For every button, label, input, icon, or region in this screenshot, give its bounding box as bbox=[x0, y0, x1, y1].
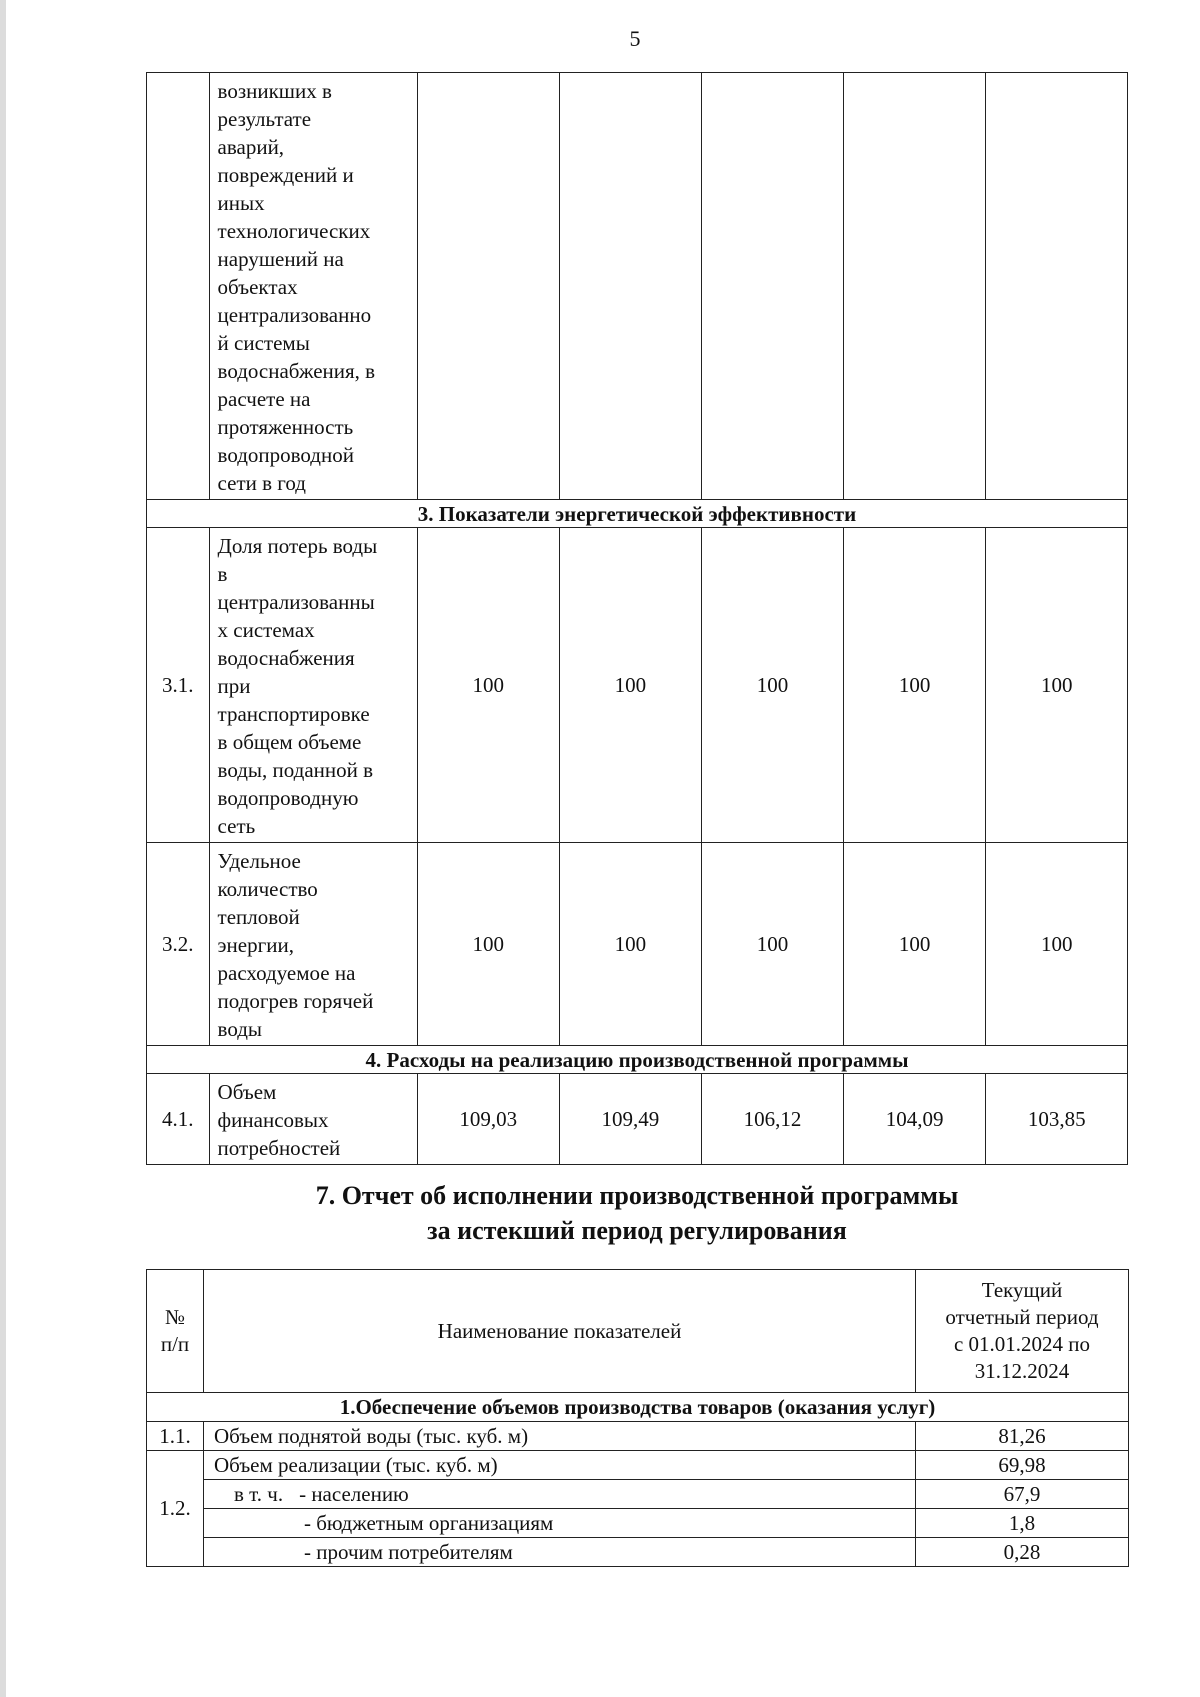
title-line-1: 7. Отчет об исполнении производственной программы bbox=[315, 1181, 959, 1210]
indicator-name: - прочим потребителям bbox=[204, 1538, 916, 1567]
name-line: объектах bbox=[217, 275, 298, 299]
value-cell: 100 bbox=[702, 843, 844, 1046]
table-row bbox=[147, 843, 1128, 1046]
section-heading-3: 3. Показатели энергетической эффективности bbox=[147, 500, 1128, 528]
value-cell bbox=[559, 73, 702, 500]
scan-edge bbox=[0, 0, 6, 1697]
name-line: й системы bbox=[217, 331, 310, 355]
including-prefix: в т. ч. bbox=[234, 1481, 284, 1506]
period-line: Текущий bbox=[981, 1278, 1063, 1302]
name-line: возникших в bbox=[217, 79, 332, 103]
name-line: протяженность bbox=[217, 415, 354, 439]
name-line: сеть bbox=[217, 814, 256, 838]
value-cell: 100 bbox=[986, 528, 1128, 843]
header-number bbox=[147, 1270, 204, 1393]
report-table bbox=[146, 1269, 1129, 1567]
row-number: 1.1. bbox=[147, 1422, 204, 1451]
value-cell: 1,8 bbox=[916, 1509, 1129, 1538]
table-row bbox=[147, 1422, 1129, 1451]
indicator-name bbox=[204, 1480, 916, 1509]
value-cell: 103,85 bbox=[986, 1074, 1128, 1165]
name-line: потребностей bbox=[217, 1136, 341, 1160]
row-number: 4.1. bbox=[147, 1074, 210, 1165]
name-line: водоснабжения, в bbox=[217, 359, 376, 383]
table-row bbox=[147, 1074, 1128, 1165]
section-row bbox=[147, 500, 1128, 528]
value-cell: 106,12 bbox=[702, 1074, 844, 1165]
name-line: количество bbox=[217, 877, 318, 901]
period-line: отчетный период bbox=[945, 1305, 1099, 1329]
indicator-name: Объем реализации (тыс. куб. м) bbox=[204, 1451, 916, 1480]
header-number-line-1: № bbox=[164, 1305, 186, 1329]
name-line: в bbox=[217, 562, 228, 586]
name-line: воды bbox=[217, 1017, 263, 1041]
header-row bbox=[147, 1270, 1129, 1393]
value-cell: 109,03 bbox=[418, 1074, 560, 1165]
name-line: иных bbox=[217, 191, 265, 215]
name-line: результате bbox=[217, 107, 312, 131]
table-row-continuation bbox=[147, 73, 1128, 500]
header-name: Наименование показателей bbox=[204, 1270, 916, 1393]
period-line: с 01.01.2024 по bbox=[953, 1332, 1091, 1356]
table-row bbox=[147, 1480, 1129, 1509]
value-cell: 100 bbox=[843, 528, 986, 843]
value-cell: 69,98 bbox=[916, 1451, 1129, 1480]
table-row bbox=[147, 528, 1128, 843]
value-cell bbox=[702, 73, 844, 500]
name-line: транспортировке bbox=[217, 702, 370, 726]
value-cell: 100 bbox=[702, 528, 844, 843]
section-row bbox=[147, 1393, 1129, 1422]
name-line: финансовых bbox=[217, 1108, 329, 1132]
header-number-line-2: п/п bbox=[160, 1332, 190, 1356]
value-cell: 100 bbox=[418, 528, 560, 843]
indicator-name-cell bbox=[209, 843, 417, 1046]
row-number-cell bbox=[147, 73, 210, 500]
indicator-name-cell bbox=[209, 73, 417, 500]
name-line: водопроводную bbox=[217, 786, 359, 810]
value-cell: 104,09 bbox=[843, 1074, 986, 1165]
header-period bbox=[916, 1270, 1129, 1393]
value-cell: 0,28 bbox=[916, 1538, 1129, 1567]
value-cell: 100 bbox=[986, 843, 1128, 1046]
name-line: водоснабжения bbox=[217, 646, 355, 670]
section-heading-4: 4. Расходы на реализацию производственной программы bbox=[147, 1046, 1128, 1074]
indicator-name-text: - населению bbox=[299, 1481, 409, 1506]
name-line: нарушений на bbox=[217, 247, 344, 271]
name-line: х системах bbox=[217, 618, 315, 642]
title-line-2: за истекший период регулирования bbox=[427, 1216, 847, 1245]
name-line: воды, поданной в bbox=[217, 758, 374, 782]
name-line: сети в год bbox=[217, 471, 306, 495]
value-cell: 100 bbox=[418, 843, 560, 1046]
value-cell bbox=[986, 73, 1128, 500]
name-line: аварий, bbox=[217, 135, 285, 159]
name-line: энергии, bbox=[217, 933, 294, 957]
name-line: расходуемое на bbox=[217, 961, 356, 985]
table-row bbox=[147, 1451, 1129, 1480]
name-line: централизованны bbox=[217, 590, 375, 614]
indicator-name-cell bbox=[209, 1074, 417, 1165]
name-line: в общем объеме bbox=[217, 730, 362, 754]
value-cell bbox=[418, 73, 560, 500]
value-cell: 109,49 bbox=[559, 1074, 702, 1165]
section-7-title bbox=[146, 1178, 1128, 1248]
value-cell: 100 bbox=[559, 843, 702, 1046]
name-line: водопроводной bbox=[217, 443, 354, 467]
name-line: Доля потерь воды bbox=[217, 534, 378, 558]
value-cell bbox=[843, 73, 986, 500]
value-cell: 67,9 bbox=[916, 1480, 1129, 1509]
indicators-table bbox=[146, 72, 1128, 1165]
section-heading-1: 1.Обеспечение объемов производства товаров (оказания услуг) bbox=[147, 1393, 1129, 1422]
value-cell: 81,26 bbox=[916, 1422, 1129, 1451]
indicator-name-cell bbox=[209, 528, 417, 843]
name-line: повреждений и bbox=[217, 163, 354, 187]
name-line: технологических bbox=[217, 219, 371, 243]
indicator-name: - бюджетным организациям bbox=[204, 1509, 916, 1538]
row-number: 1.2. bbox=[147, 1451, 204, 1567]
name-line: тепловой bbox=[217, 905, 300, 929]
period-line: 31.12.2024 bbox=[974, 1359, 1070, 1383]
table-row bbox=[147, 1538, 1129, 1567]
value-cell: 100 bbox=[559, 528, 702, 843]
name-line: Объем bbox=[217, 1080, 277, 1104]
row-number: 3.1. bbox=[147, 528, 210, 843]
name-line: Удельное bbox=[217, 849, 301, 873]
name-line: централизованно bbox=[217, 303, 372, 327]
name-line: при bbox=[217, 674, 251, 698]
value-cell: 100 bbox=[843, 843, 986, 1046]
page-number: 5 bbox=[629, 26, 641, 51]
table-row bbox=[147, 1509, 1129, 1538]
name-line: расчете на bbox=[217, 387, 311, 411]
indicator-name: Объем поднятой воды (тыс. куб. м) bbox=[204, 1422, 916, 1451]
row-number: 3.2. bbox=[147, 843, 210, 1046]
name-line: подогрев горячей bbox=[217, 989, 374, 1013]
section-row bbox=[147, 1046, 1128, 1074]
